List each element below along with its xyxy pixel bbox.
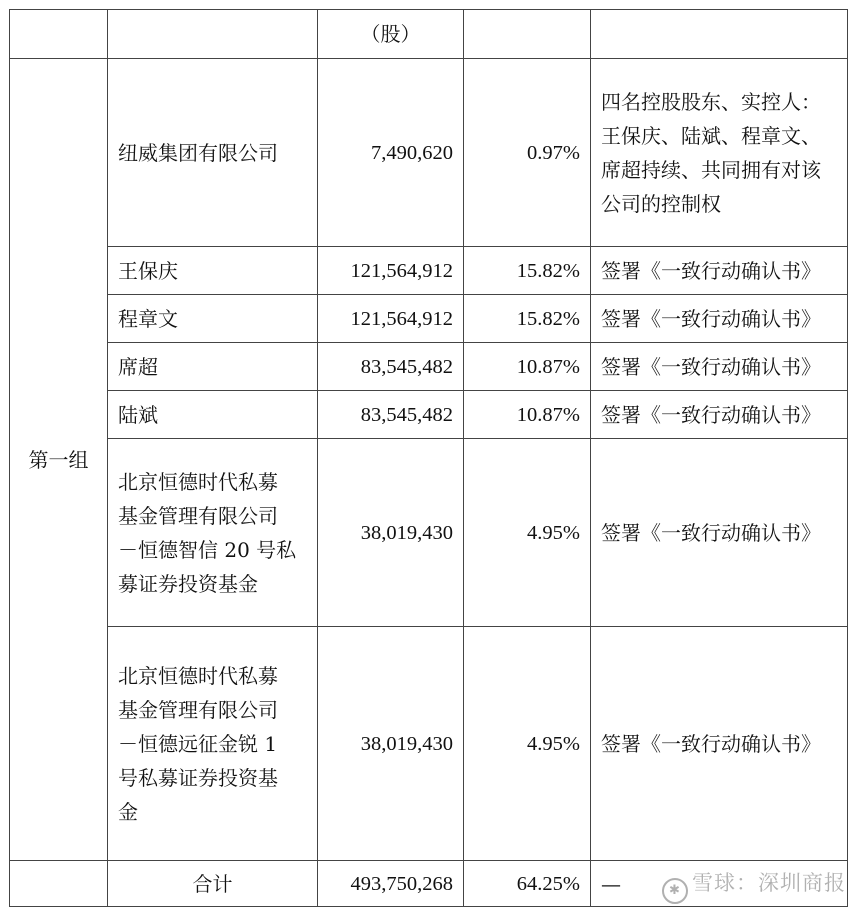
text-line: 王保庆: [118, 258, 178, 283]
percentage-value: 10.87%: [464, 391, 591, 439]
text-line: 公司的控制权: [601, 191, 721, 216]
text-line: 基金管理有限公司: [118, 503, 278, 528]
text-line: 北京恒德时代私募: [118, 663, 278, 688]
text-line: 陆斌: [118, 402, 158, 427]
total-empty-cell: [10, 861, 108, 907]
shares-value: 121,564,912: [318, 295, 464, 343]
header-cell-empty: [591, 10, 848, 59]
shareholder-name: [108, 343, 318, 391]
text-line: 席超: [118, 354, 158, 379]
note-cell: [591, 295, 848, 343]
shares-value: 38,019,430: [318, 439, 464, 627]
percentage-value: 10.87%: [464, 343, 591, 391]
percentage-value: 4.95%: [464, 627, 591, 861]
shares-value: 83,545,482: [318, 391, 464, 439]
text-line: 募证券投资基金: [118, 571, 258, 596]
table-row: [10, 391, 848, 439]
percentage-value: 15.82%: [464, 247, 591, 295]
note-cell: [591, 391, 848, 439]
shareholder-name: [108, 247, 318, 295]
text-line: －恒德智信 20 号私: [118, 537, 297, 562]
watermark-text: 雪球：深圳商报: [692, 871, 846, 895]
text-line: 签署《一致行动确认书》: [601, 402, 821, 427]
shareholder-name: [108, 439, 318, 627]
shareholding-table: [9, 9, 848, 907]
text-line: 签署《一致行动确认书》: [601, 354, 821, 379]
shares-value: 7,490,620: [318, 59, 464, 247]
text-line: 签署《一致行动确认书》: [601, 306, 821, 331]
group-label: 第一组: [10, 59, 108, 861]
text-line: 程章文: [118, 306, 178, 331]
note-cell: [591, 247, 848, 295]
note-cell: [591, 343, 848, 391]
text-line: 号私募证券投资基: [118, 765, 278, 790]
header-cell-empty: [108, 10, 318, 59]
header-cell-empty: [10, 10, 108, 59]
shareholder-name: [108, 295, 318, 343]
text-line: 席超持续、共同拥有对该: [601, 157, 821, 182]
text-line: 北京恒德时代私募: [118, 469, 278, 494]
text-line: 四名控股股东、实控人：: [601, 89, 821, 114]
percentage-value: 0.97%: [464, 59, 591, 247]
table-row: [10, 59, 848, 247]
note-cell: [591, 59, 848, 247]
text-line: －恒德远征金锐 1: [118, 731, 278, 756]
percentage-value: 4.95%: [464, 439, 591, 627]
text-line: 签署《一致行动确认书》: [601, 731, 821, 756]
text-line: 签署《一致行动确认书》: [601, 520, 821, 545]
unit-label: （股）: [318, 10, 464, 59]
table-row: [10, 247, 848, 295]
table-row: [10, 295, 848, 343]
text-line: 签署《一致行动确认书》: [601, 258, 821, 283]
header-row: [10, 10, 848, 59]
header-cell-empty: [464, 10, 591, 59]
total-label: 合计: [108, 861, 318, 907]
total-shares: 493,750,268: [318, 861, 464, 907]
shares-value: 121,564,912: [318, 247, 464, 295]
shares-value: 83,545,482: [318, 343, 464, 391]
note-cell: [591, 627, 848, 861]
table-row: [10, 627, 848, 861]
shareholder-name: [108, 627, 318, 861]
table-row: [10, 439, 848, 627]
text-line: 纽威集团有限公司: [118, 140, 278, 165]
watermark: [662, 867, 846, 904]
shareholder-name: [108, 59, 318, 247]
text-line: 基金管理有限公司: [118, 697, 278, 722]
text-line: 金: [118, 799, 138, 824]
table-row: [10, 343, 848, 391]
snowball-icon: ✱: [662, 878, 688, 904]
note-cell: [591, 439, 848, 627]
shareholder-name: [108, 391, 318, 439]
percentage-value: 15.82%: [464, 295, 591, 343]
text-line: 王保庆、陆斌、程章文、: [601, 123, 821, 148]
total-note: —: [591, 861, 848, 907]
shares-value: 38,019,430: [318, 627, 464, 861]
total-percentage: 64.25%: [464, 861, 591, 907]
